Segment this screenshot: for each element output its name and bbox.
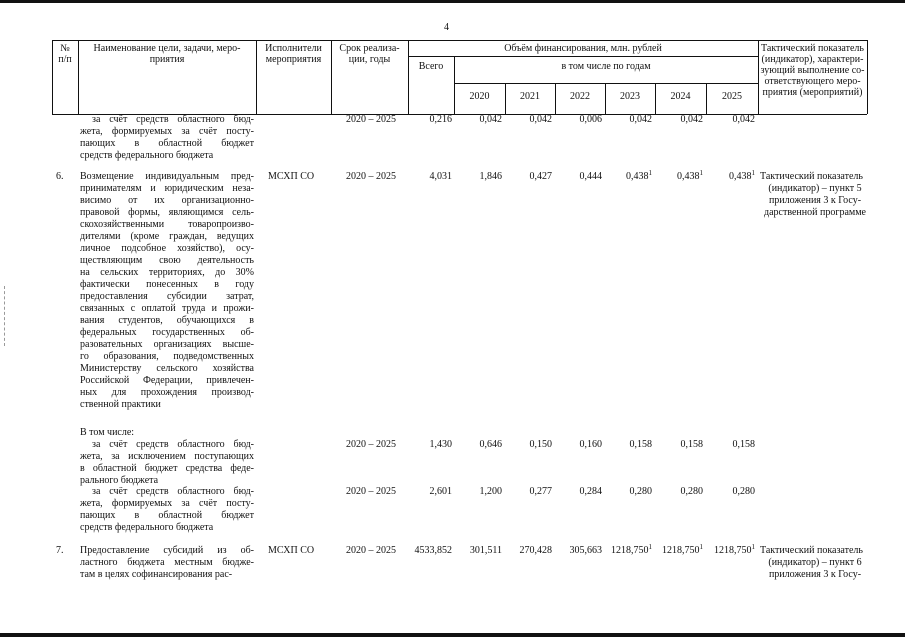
header-col-total: Всего bbox=[418, 61, 444, 72]
row-year-value bbox=[505, 171, 552, 183]
year-value-text: 0,006 bbox=[579, 114, 602, 125]
year-value-text: 0,042 bbox=[529, 114, 552, 125]
row-name-line: дителями (кроме граждан, ведущих bbox=[80, 231, 254, 242]
page-number: 4 bbox=[444, 22, 449, 33]
year-value-text: 0,042 bbox=[732, 114, 755, 125]
year-value-text: 0,646 bbox=[479, 439, 502, 450]
row-year-value bbox=[454, 439, 502, 451]
footnote-marker: 1 bbox=[751, 543, 755, 551]
row-name-line: Предоставление субсидий из об- bbox=[80, 545, 254, 556]
header-col-executor-l2: мероприятия bbox=[265, 54, 322, 65]
row-year-value bbox=[706, 545, 755, 557]
row-year-value bbox=[706, 486, 755, 498]
row-total: 4,031 bbox=[429, 171, 452, 182]
row-name-line: правовой формы, являющимся сель- bbox=[80, 207, 254, 218]
row-name-line: личное подсобное хозяйство), осу- bbox=[80, 243, 254, 254]
row-name-line: фактически понесенных в году bbox=[80, 279, 254, 290]
row-name-line: вания студентов, обучающихся в bbox=[80, 315, 254, 326]
header-col-period-l2: ции, годы bbox=[348, 54, 391, 65]
year-value-text: 1,846 bbox=[479, 171, 502, 182]
year-value-text: 301,511 bbox=[469, 545, 502, 556]
row-indicator-line: Тактический показатель bbox=[760, 545, 863, 556]
row-executor: МСХП СО bbox=[268, 171, 315, 182]
year-value-text: 270,428 bbox=[519, 545, 552, 556]
row-year-value bbox=[706, 171, 755, 183]
row-year-value bbox=[655, 114, 703, 126]
row-name-line: висимо от их организационно- bbox=[80, 195, 254, 206]
header-col-period-l1: Срок реализа- bbox=[339, 43, 400, 54]
header-col-indicator-l4: ответствующего меро- bbox=[764, 76, 861, 87]
header-col-finance: Объём финансирования, млн. рублей bbox=[504, 43, 662, 54]
row-pre-label: В том числе: bbox=[80, 427, 135, 438]
header-col-num-l2: п/п bbox=[58, 54, 72, 65]
row-indicator-line: (индикатор) – пункт 5 bbox=[768, 183, 862, 194]
year-value-text: 0,160 bbox=[579, 439, 602, 450]
year-value-text: 0,150 bbox=[529, 439, 552, 450]
header-col-indicator-l1: Тактический показатель bbox=[761, 43, 864, 54]
row-indicator-line: дарственной программе bbox=[764, 207, 866, 218]
row-name-line: на сельских территориях, до 30% bbox=[80, 267, 254, 278]
row-year-value bbox=[655, 439, 703, 451]
year-value-text: 0,158 bbox=[629, 439, 652, 450]
finance-subheader-line bbox=[408, 56, 758, 57]
row-year-value bbox=[605, 486, 652, 498]
row-year-value bbox=[454, 486, 502, 498]
header-col-name bbox=[80, 43, 254, 65]
header-col-executor bbox=[256, 43, 331, 65]
row-name-line: ственной практики bbox=[80, 399, 161, 410]
year-value-text: 0,427 bbox=[529, 171, 552, 182]
row-total: 1,430 bbox=[429, 439, 452, 450]
row-year-value bbox=[454, 545, 502, 557]
top-border bbox=[0, 0, 905, 3]
row-indicator-line: приложения 3 к Госу- bbox=[768, 569, 862, 580]
header-col-period bbox=[331, 43, 408, 65]
year-value-text: 0,042 bbox=[629, 114, 652, 125]
row-year-value bbox=[555, 114, 602, 126]
row-period: 2020 – 2025 bbox=[346, 171, 396, 182]
footnote-marker: 1 bbox=[699, 169, 703, 177]
row-name-line: за счёт средств областного бюд- bbox=[92, 439, 254, 450]
row-indicator-line: (индикатор) – пункт 6 bbox=[768, 557, 862, 568]
row-year-value bbox=[555, 171, 602, 183]
year-value-text: 0,042 bbox=[680, 114, 703, 125]
row-year-value bbox=[555, 439, 602, 451]
row-year-value bbox=[605, 545, 652, 557]
year-value-text: 305,663 bbox=[569, 545, 602, 556]
row-name-line: предоставления субсидии затрат, bbox=[80, 291, 254, 302]
row-name-line: Возмещение индивидуальным пред- bbox=[80, 171, 254, 182]
year-value-text: 0,284 bbox=[579, 486, 602, 497]
header-vline-2 bbox=[78, 40, 79, 114]
header-year-2024: 2024 bbox=[670, 91, 691, 102]
row-name-line: жета, формируемых за счёт посту- bbox=[80, 498, 254, 509]
year-value-text: 0,280 bbox=[680, 486, 703, 497]
row-name-line: там в целях софинансирования рас- bbox=[80, 569, 233, 580]
row-name-line: пающих в областной бюджет bbox=[80, 510, 254, 521]
year-value-text: 0,158 bbox=[680, 439, 703, 450]
row-name-line: ществляющим свою деятельность bbox=[80, 255, 254, 266]
header-col-by-years: в том числе по годам bbox=[561, 61, 651, 72]
year-value-text: 0,438 bbox=[626, 171, 649, 182]
row-year-value bbox=[605, 114, 652, 126]
header-vline-13 bbox=[867, 40, 868, 114]
year-value-text: 0,277 bbox=[529, 486, 552, 497]
row-year-value bbox=[454, 171, 502, 183]
year-value-text: 0,280 bbox=[732, 486, 755, 497]
row-name-line: за счёт средств областного бюд- bbox=[92, 486, 254, 497]
year-value-text: 0,444 bbox=[579, 171, 602, 182]
row-year-value bbox=[555, 545, 602, 557]
header-year-2025: 2025 bbox=[722, 91, 742, 102]
header-col-indicator-l5: приятия (мероприятий) bbox=[762, 87, 863, 98]
header-col-indicator-l2: (индикатор), характери- bbox=[761, 54, 864, 65]
header-year-2021: 2021 bbox=[520, 91, 540, 102]
years-subheader-line bbox=[454, 83, 758, 84]
row-indicator-line: приложения 3 к Госу- bbox=[768, 195, 862, 206]
header-col-indicator bbox=[758, 43, 867, 98]
row-name-line: средств федерального бюджета bbox=[80, 522, 214, 533]
year-value-text: 1,200 bbox=[479, 486, 502, 497]
footnote-marker: 1 bbox=[699, 543, 703, 551]
year-value-text: 1218,750 bbox=[611, 545, 649, 556]
row-year-value bbox=[605, 439, 652, 451]
header-col-indicator-l3: зующий выполнение со- bbox=[760, 65, 865, 76]
binding-margin-mark bbox=[4, 286, 5, 346]
row-name-line: в областной бюджет средства феде- bbox=[80, 463, 254, 474]
row-year-value bbox=[605, 171, 652, 183]
row-name-line: го образования, подведомственных bbox=[80, 351, 254, 362]
row-name-line: связанных с оплатой труда и прожи- bbox=[80, 303, 254, 314]
row-number: 7. bbox=[56, 545, 64, 556]
row-year-value bbox=[505, 486, 552, 498]
footnote-marker: 1 bbox=[648, 543, 652, 551]
header-year-2022: 2022 bbox=[570, 91, 590, 102]
row-year-value bbox=[505, 114, 552, 126]
header-year-2020: 2020 bbox=[469, 91, 490, 102]
header-year-2023: 2023 bbox=[620, 91, 640, 102]
row-name-line: федеральных государственных об- bbox=[80, 327, 254, 338]
row-name-line: жета, формируемых за счёт посту- bbox=[80, 126, 254, 137]
header-col-name-l2: приятия bbox=[149, 54, 185, 65]
row-period: 2020 – 2025 bbox=[346, 545, 396, 556]
year-value-text: 0,438 bbox=[729, 171, 752, 182]
row-year-value bbox=[706, 439, 755, 451]
row-year-value bbox=[555, 486, 602, 498]
row-name-line: скохозяйственными товаропроизво- bbox=[80, 219, 254, 230]
row-name-line: пающих в областной бюджет bbox=[80, 138, 254, 149]
row-name-line: рального бюджета bbox=[80, 475, 159, 486]
year-value-text: 1218,750 bbox=[662, 545, 700, 556]
row-name-line: ластного бюджета местным бюдже- bbox=[80, 557, 254, 568]
year-value-text: 0,438 bbox=[677, 171, 700, 182]
row-name-line: Министерству сельского хозяйства bbox=[80, 363, 254, 374]
footnote-marker: 1 bbox=[751, 169, 755, 177]
row-year-value bbox=[505, 439, 552, 451]
row-indicator-line: Тактический показатель bbox=[760, 171, 863, 182]
row-period: 2020 – 2025 bbox=[346, 114, 396, 125]
row-total: 2,601 bbox=[429, 486, 452, 497]
row-name-line: за счёт средств областного бюд- bbox=[92, 114, 254, 125]
row-name-line: жета, за исключением поступающих bbox=[80, 451, 254, 462]
row-year-value bbox=[655, 486, 703, 498]
year-value-text: 1218,750 bbox=[714, 545, 752, 556]
footnote-marker: 1 bbox=[648, 169, 652, 177]
row-name-line: разовательных организациях высше- bbox=[80, 339, 254, 350]
row-year-value bbox=[655, 545, 703, 557]
year-value-text: 0,042 bbox=[479, 114, 502, 125]
header-col-executor-l1: Исполнители bbox=[265, 43, 322, 54]
row-period: 2020 – 2025 bbox=[346, 486, 396, 497]
row-total: 0,216 bbox=[429, 114, 452, 125]
header-col-name-l1: Наименование цели, задачи, меро- bbox=[93, 43, 241, 54]
row-year-value bbox=[454, 114, 502, 126]
row-period: 2020 – 2025 bbox=[346, 439, 396, 450]
row-year-value bbox=[505, 545, 552, 557]
year-value-text: 0,158 bbox=[732, 439, 755, 450]
row-name-line: принимателям и юридическим неза- bbox=[80, 183, 254, 194]
row-name-line: средств федерального бюджета bbox=[80, 150, 214, 161]
row-name-line: ных для прохождения производ- bbox=[80, 387, 254, 398]
row-total: 4533,852 bbox=[414, 545, 452, 556]
row-year-value bbox=[655, 171, 703, 183]
row-year-value bbox=[706, 114, 755, 126]
row-name-line: Российской Федерации, привлечен- bbox=[80, 375, 254, 386]
header-col-num bbox=[52, 43, 78, 65]
row-executor: МСХП СО bbox=[268, 545, 315, 556]
header-top-line bbox=[52, 40, 867, 41]
year-value-text: 0,280 bbox=[629, 486, 652, 497]
header-col-num-l1: № bbox=[60, 43, 70, 54]
row-number: 6. bbox=[56, 171, 64, 182]
bottom-border bbox=[0, 633, 905, 637]
